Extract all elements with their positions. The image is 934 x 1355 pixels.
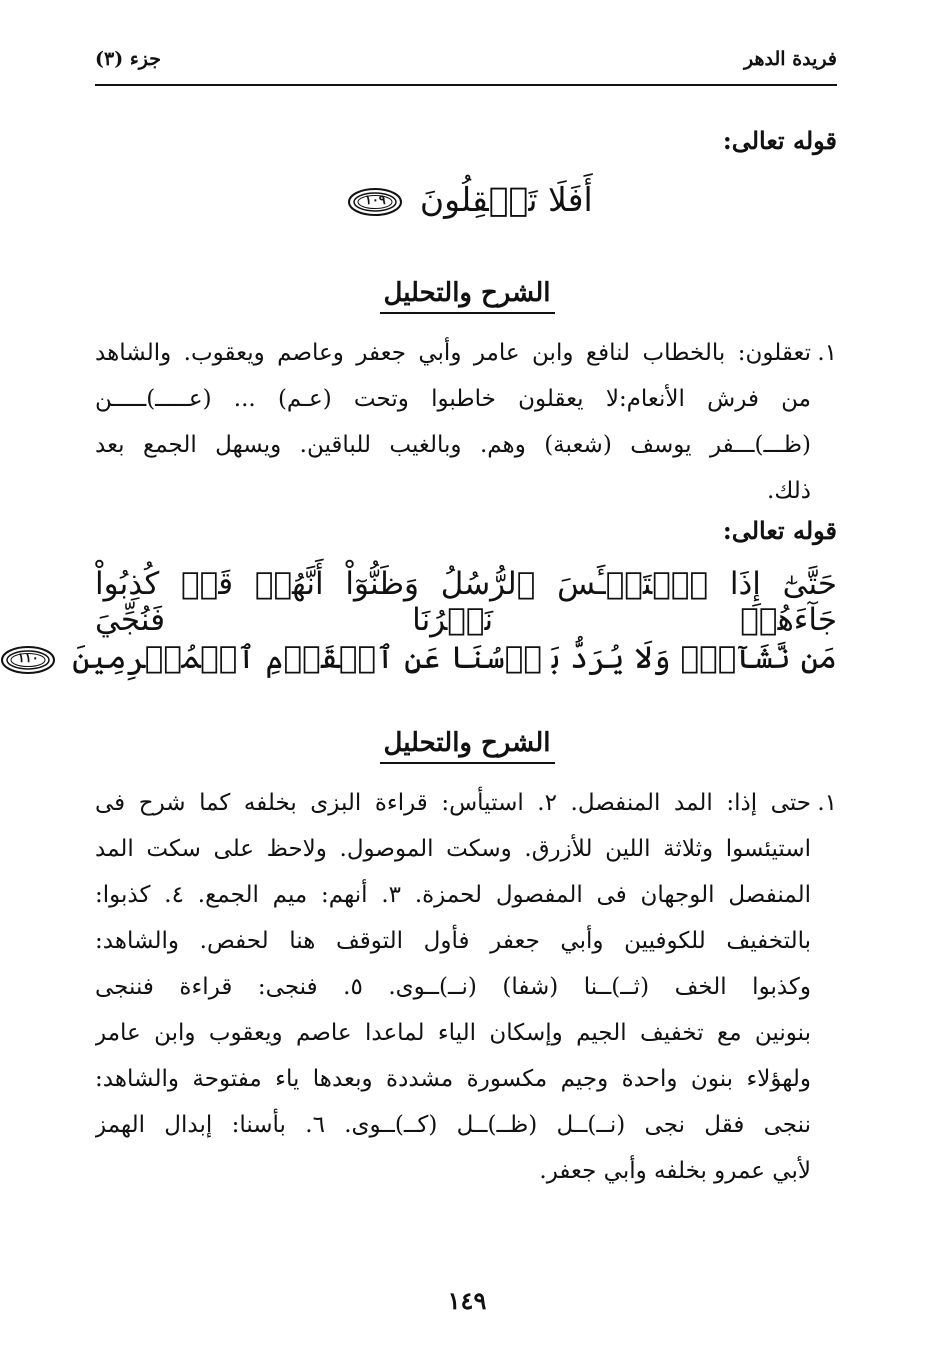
text-line: بنونين مع تخفيف الجيم وإسكان الياء لماعدا عاصم ويعقوب وابن عامر [95,1020,811,1046]
text-line: ولهؤلاء بنون واحدة وجيم مكسورة مشددة وبعدها ياء مفتوحة والشاهد: [95,1066,811,1092]
text-line: ننجى فقل نجى (نــ)ــل (ظــ)ــل (كــ)ــوى. ٦. بأسنا: إبدال الهمز [95,1112,811,1138]
quran-verse-109 [95,180,839,219]
verse-text: أَفَلَا تَعۡقِلُونَ [419,180,593,219]
ayah-marker-icon [0,645,56,675]
item-number: ١. [817,340,837,366]
ayah-number: ١٠٩ [364,193,386,208]
book-title: فريدة الدهر [744,48,837,70]
text-line: تعقلون: بالخطاب لنافع وابن عامر وأبي جعفر وعاصم ويعقوب. والشاهد [95,340,811,366]
explanation-paragraph [95,780,837,1194]
quran-verse-110-line1: حَتَّىٰٓ إِذَا ٱسۡتَيۡـَٔسَ ٱلرُّسُلُ وَظَنُّوٓاْ أَنَّهُمۡ قَدۡ كُذِبُواْ جَآءَهُمۡ نَصۡرُنَا فَنُجِّيَ [95,566,837,638]
quran-verse-110-line2 [0,640,837,676]
text-line: ذلك. [767,478,811,504]
page-number: ١٤٩ [447,1286,487,1315]
text-line: من فرش الأنعام:لا يعقلون خاطبوا وتحت (عـم) ... (عـــــ)ـــــن [95,386,811,412]
text-line: (ظـــ)ـــفر يوسف (شعبة) وهم. وبالغيب للباقين. ويسهل الجمع بعد [95,432,811,458]
text-line: بالتخفيف للكوفيين وأبي جعفر فأول التوقف هنا لحفص. والشاهد: [95,928,811,954]
section-heading: الشرح والتحليل [380,278,555,314]
running-header [95,42,837,82]
section-heading-wrapper [0,728,934,764]
part-number: جزء (٣) [95,48,161,70]
header-divider [95,84,837,86]
text-line: المنفصل الوجهان فى المفصول لحمزة. ٣. أنهم: ميم الجمع. ٤. كذبوا: [95,882,811,908]
section-heading-wrapper [0,278,934,314]
verse-intro-label: قوله تعالى: [722,126,837,155]
text-line: حتى إذا: المد المنفصل. ٢. استيأس: قراءة البزى بخلفه كما شرح فى [95,790,811,816]
ayah-number: ١١٠ [17,650,39,666]
text-line: وكذبوا الخف (ثــ)ــنا (شفا) (نــ)ــوى. ٥. فنجى: قراءة فننجى [95,974,811,1000]
text-line: لأبي عمرو بخلفه وأبي جعفر. [539,1158,811,1184]
verse-text: مَن نَّشَآءُۖ وَلَا يُرَدُّ بَأۡسُنَا عَنِ ٱلۡقَوۡمِ ٱلۡمُجۡرِمِينَ [72,640,837,676]
section-heading: الشرح والتحليل [380,728,555,764]
explanation-paragraph [95,330,837,514]
verse-intro-label: قوله تعالى: [722,516,837,545]
text-line: استيئسوا وثلاثة اللين للأزرق. وسكت الموصول. ولاحظ على سكت المد [95,836,811,862]
ayah-marker-icon [347,187,403,217]
item-number: ١. [817,790,837,816]
